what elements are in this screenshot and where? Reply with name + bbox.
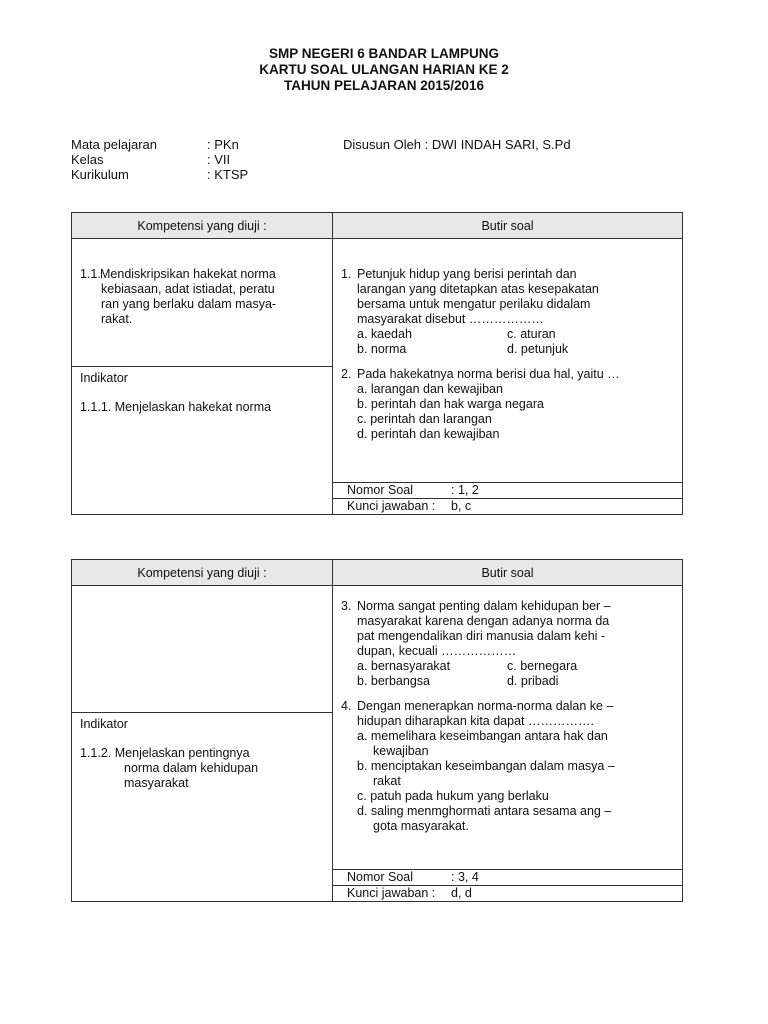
option-cont: rakat bbox=[373, 774, 401, 788]
question-line: bersama untuk mengatur perilaku didalam bbox=[357, 297, 591, 311]
academic-year: TAHUN PELAJARAN 2015/2016 bbox=[283, 78, 485, 93]
option: d. perintah dan kewajiban bbox=[357, 427, 500, 441]
option: b. perintah dan hak warga negara bbox=[357, 397, 544, 411]
nomor-soal-value: : 3, 4 bbox=[451, 870, 479, 884]
kompetensi-line: kebiasaan, adat istiadat, peratu bbox=[101, 282, 275, 296]
kompetensi-column bbox=[72, 239, 333, 515]
indikator-section bbox=[72, 712, 332, 795]
kelas-label: Kelas bbox=[71, 152, 104, 167]
meta-info bbox=[71, 137, 571, 182]
indikator-label: Indikator bbox=[80, 371, 128, 385]
nomor-soal-value: : 1, 2 bbox=[451, 483, 479, 497]
question-number: 2. bbox=[341, 367, 352, 381]
question-line: hidupan diharapkan kita dapat ……………. bbox=[357, 714, 594, 728]
kunci-jawaban-value: d, d bbox=[451, 886, 472, 900]
butir-soal-column bbox=[333, 586, 682, 902]
indikator-label: Indikator bbox=[80, 717, 128, 731]
kompetensi-num: 1.1. bbox=[80, 267, 101, 281]
card-header bbox=[72, 560, 682, 586]
kurikulum-value: : KTSP bbox=[207, 167, 249, 182]
kunci-jawaban-value: b, c bbox=[451, 499, 472, 513]
option: c. perintah dan larangan bbox=[357, 412, 492, 426]
kompetensi-line: ran yang berlaku dalam masya- bbox=[101, 297, 277, 311]
question-3 bbox=[341, 599, 674, 689]
option: c. patuh pada hukum yang berlaku bbox=[357, 789, 549, 803]
question-line: Petunjuk hidup yang berisi perintah dan bbox=[357, 267, 577, 281]
card-title: KARTU SOAL ULANGAN HARIAN KE 2 bbox=[259, 62, 509, 77]
question-line: Dengan menerapkan norma-norma dalan ke – bbox=[357, 699, 614, 713]
question-line: pat mengendalikan diri manusia dalam kehi - bbox=[357, 629, 606, 643]
question-number: 3. bbox=[341, 599, 352, 613]
kompetensi-header: Kompetensi yang diuji : bbox=[72, 213, 333, 238]
question-line: masyarakat karena dengan adanya norma da bbox=[357, 614, 610, 628]
document-header bbox=[0, 46, 768, 94]
mapel-label: Mata pelajaran bbox=[71, 137, 157, 152]
question-line: larangan yang ditetapkan atas kesepakatan bbox=[357, 282, 599, 296]
kunci-jawaban-label: Kunci jawaban : bbox=[347, 499, 436, 513]
question-1 bbox=[341, 267, 674, 357]
option-b: b. norma bbox=[357, 342, 407, 356]
card-header bbox=[72, 213, 682, 239]
option-d: d. petunjuk bbox=[507, 342, 569, 356]
question-card-2 bbox=[71, 559, 683, 902]
option: a. larangan dan kewajiban bbox=[357, 382, 503, 396]
question-line: dupan, kecuali ……………… bbox=[357, 644, 517, 658]
question-line: Norma sangat penting dalam kehidupan ber – bbox=[357, 599, 611, 613]
school-name: SMP NEGERI 6 BANDAR LAMPUNG bbox=[268, 46, 500, 61]
indikator-text: 1.1.2. Menjelaskan pentingnya bbox=[80, 746, 250, 760]
butir-soal-column bbox=[333, 239, 682, 515]
question-4 bbox=[341, 699, 674, 834]
nomor-soal-label: Nomor Soal bbox=[347, 483, 413, 497]
option-b: b. berbangsa bbox=[357, 674, 430, 688]
question-number: 1. bbox=[341, 267, 352, 281]
option: a. memelihara keseimbangan antara hak dan bbox=[357, 729, 608, 743]
option-a: a. kaedah bbox=[357, 327, 412, 341]
option-cont: kewajiban bbox=[373, 744, 429, 758]
option: b. menciptakan keseimbangan dalam masya – bbox=[357, 759, 615, 773]
answer-key-section bbox=[333, 482, 682, 514]
option-c: c. aturan bbox=[507, 327, 556, 341]
question-number: 4. bbox=[341, 699, 352, 713]
nomor-soal-label: Nomor Soal bbox=[347, 870, 413, 884]
indikator-text: masyarakat bbox=[124, 776, 189, 790]
indikator-text: 1.1.1. Menjelaskan hakekat norma bbox=[80, 400, 272, 414]
question-2 bbox=[341, 367, 674, 442]
option-cont: gota masyarakat. bbox=[373, 819, 469, 833]
option: d. saling menmghormati antara sesama ang – bbox=[357, 804, 612, 818]
butir-soal-header: Butir soal bbox=[481, 565, 534, 580]
indikator-section bbox=[72, 366, 332, 419]
mapel-value: : PKn bbox=[207, 137, 239, 152]
butir-soal-header: Butir soal bbox=[481, 218, 534, 233]
question-line: Pada hakekatnya norma berisi dua hal, yaitu … bbox=[357, 367, 620, 381]
kompetensi-header: Kompetensi yang diuji : bbox=[72, 560, 333, 585]
kompetensi-line: rakat. bbox=[101, 312, 133, 326]
kelas-value: : VII bbox=[207, 152, 231, 167]
answer-key-section bbox=[333, 869, 682, 901]
option-d: d. pribadi bbox=[507, 674, 559, 688]
kunci-jawaban-label: Kunci jawaban : bbox=[347, 886, 436, 900]
option-a: a. bernasyarakat bbox=[357, 659, 451, 673]
kompetensi-line: Mendiskripsikan hakekat norma bbox=[100, 267, 276, 281]
question-line: masyarakat disebut ……………… bbox=[357, 312, 544, 326]
question-card-1 bbox=[71, 212, 683, 515]
indikator-text: norma dalam kehidupan bbox=[124, 761, 259, 775]
option-c: c. bernegara bbox=[507, 659, 578, 673]
kurikulum-label: Kurikulum bbox=[71, 167, 129, 182]
author: Disusun Oleh : DWI INDAH SARI, S.Pd bbox=[343, 137, 571, 152]
kompetensi-column bbox=[72, 586, 333, 902]
